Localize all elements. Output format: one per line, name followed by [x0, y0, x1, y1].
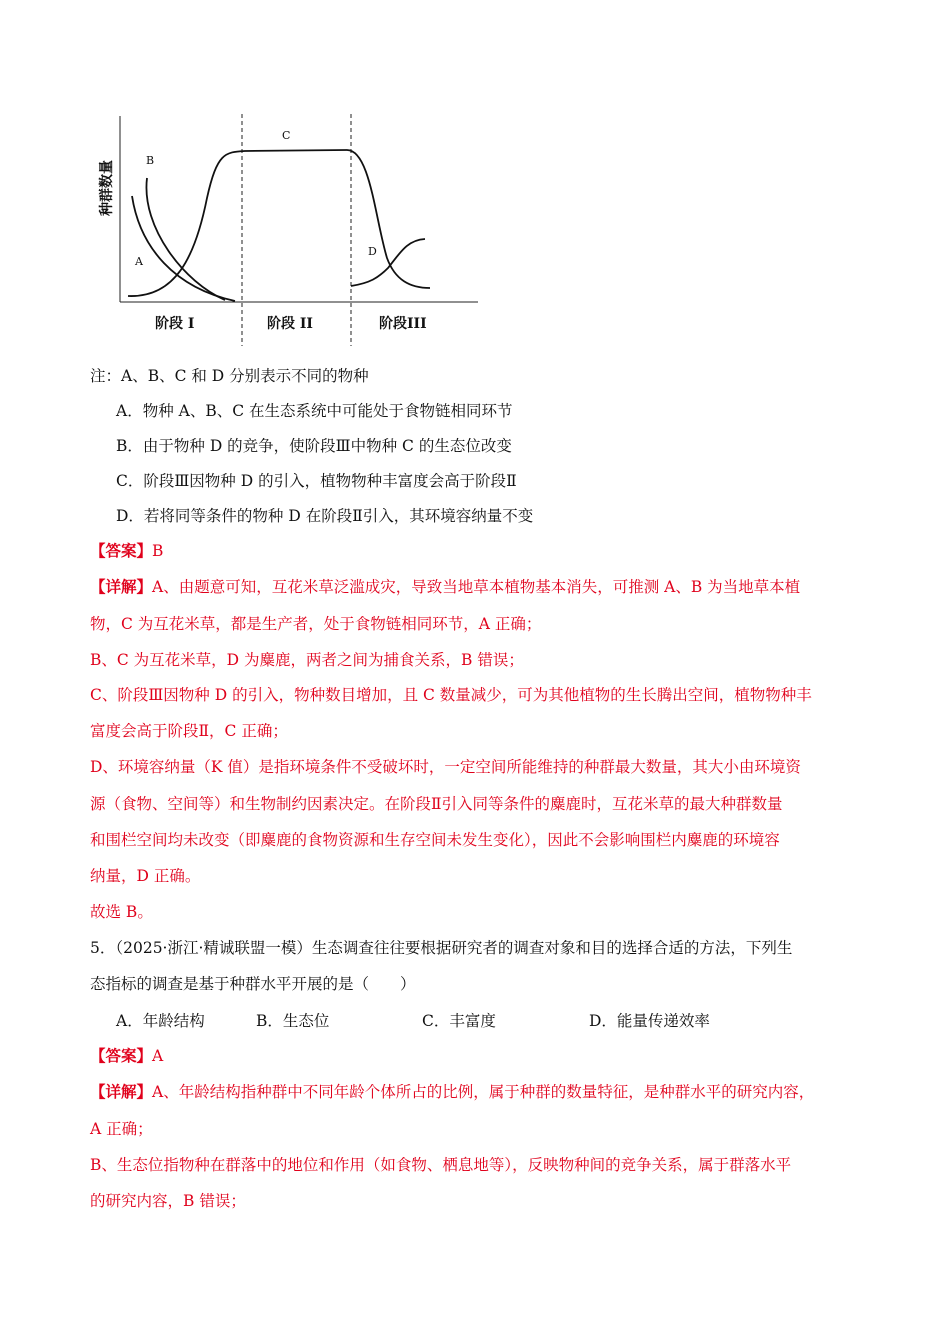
population-chart-svg	[95, 108, 495, 358]
q4-detail-line-1	[90, 577, 950, 597]
answer-tag: 【答案】	[90, 1046, 153, 1065]
q5-detail-line-2: A 正确；	[90, 1120, 153, 1138]
answer-tag: 【答案】	[90, 541, 153, 560]
q5-option-d: D．能量传递效率	[589, 1012, 710, 1030]
q5-stem-line-1: 5．（2025·浙江·精诚联盟一模）生态调查往往要根据研究者的调查对象和目的选择合适的方法，下列生	[90, 939, 793, 957]
q4-option-c: C．阶段Ⅲ因物种 D 的引入，植物物种丰富度会高于阶段Ⅱ	[116, 472, 517, 490]
q4-option-b: B．由于物种 D 的竞争，使阶段Ⅲ中物种 C 的生态位改变	[116, 437, 512, 455]
curve-label-c: C	[282, 129, 291, 142]
q5-answer	[90, 1046, 950, 1066]
q5-detail-line-4: 的研究内容，B 错误；	[90, 1192, 246, 1210]
curve-label-a: A	[135, 255, 143, 268]
q4-detail-line-5: 富度会高于阶段Ⅱ，C 正确；	[90, 722, 288, 740]
q5-option-b: B．生态位	[256, 1012, 330, 1030]
q5-stem-line-2: 态指标的调查是基于种群水平开展的是（ ）	[90, 975, 416, 993]
stage-label-1: 阶段 I	[155, 316, 195, 332]
detail-tag: 【详解】	[90, 1082, 153, 1101]
q4-detail-line-9: 纳量，D 正确。	[90, 867, 201, 885]
detail-text: A、年龄结构指种群中不同年龄个体所占的比例，属于种群的数量特征，是种群水平的研究内容，	[152, 1083, 815, 1101]
curve-label-d: D	[368, 245, 377, 258]
stage-label-3: 阶段III	[379, 316, 427, 332]
answer-value: B	[152, 542, 164, 560]
curve-label-b: B	[146, 154, 155, 167]
q5-detail-line-1	[90, 1082, 950, 1102]
detail-text: A、由题意可知，互花米草泛滥成灾，导致当地草本植物基本消失，可推测 A、B 为当地草本植	[152, 578, 801, 596]
curve-c	[128, 150, 430, 296]
figure-note: 注：A、B、C 和 D 分别表示不同的物种	[90, 367, 369, 385]
q4-detail-line-7: 源（食物、空间等）和生物制约因素决定。在阶段Ⅱ引入同等条件的麋鹿时，互花米草的最大种群数量	[90, 795, 783, 813]
q4-detail-line-4: C、阶段Ⅲ因物种 D 的引入，物种数目增加，且 C 数量减少，可为其他植物的生长腾出空间，植物物种丰	[90, 686, 812, 704]
q5-option-c: C．丰富度	[422, 1012, 496, 1030]
q4-detail-line-2: 物，C 为互花米草，都是生产者，处于食物链相同环节，A 正确；	[90, 615, 542, 633]
q5-option-a: A．年龄结构	[116, 1012, 205, 1030]
q4-answer	[90, 541, 950, 561]
y-axis-label: 种群数量	[99, 160, 115, 216]
q5-detail-line-3: B、生态位指物种在群落中的地位和作用（如食物、栖息地等），反映物种间的竞争关系，属于群落水平	[90, 1156, 792, 1174]
stage-label-2: 阶段 II	[267, 316, 313, 332]
q4-conclusion: 故选 B。	[90, 903, 153, 921]
q4-detail-line-6: D、环境容纳量（K 值）是指环境条件不受破坏时，一定空间所能维持的种群最大数量，其大小由环境资	[90, 758, 801, 776]
detail-tag: 【详解】	[90, 577, 153, 596]
q4-detail-line-8: 和围栏空间均未改变（即麋鹿的食物资源和生存空间未发生变化），因此不会影响围栏内麋鹿的环境容	[90, 831, 780, 849]
q4-option-d: D．若将同等条件的物种 D 在阶段Ⅱ引入，其环境容纳量不变	[116, 507, 534, 525]
population-figure	[95, 108, 495, 358]
q4-option-a: A．物种 A、B、C 在生态系统中可能处于食物链相同环节	[116, 402, 513, 420]
answer-value: A	[152, 1047, 164, 1065]
curve-a	[132, 196, 235, 301]
q4-detail-line-3: B、C 为互花米草，D 为麋鹿，两者之间为捕食关系，B 错误；	[90, 651, 524, 669]
